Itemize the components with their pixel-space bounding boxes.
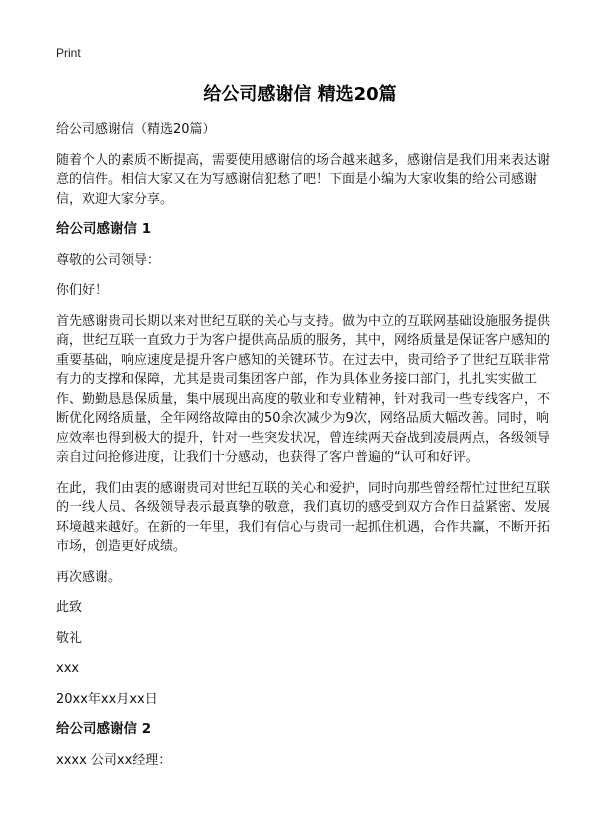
letter-1-greeting: 你们好！ — [56, 283, 109, 298]
letter-2-salutation: xxxx 公司xx经理： — [56, 752, 172, 768]
letter-1-heading: 给公司感谢信 1 — [56, 221, 152, 237]
letter-1-paragraph-1: 首先感谢贵司长期以来对世纪互联的关心与支持。做为中立的互联网基础设施服务提供商，世纪互联一直致力于为客户提供高品质的服务，其中，网络质量是保证客户感知的重要基础，响应速度是提升客户感知的关键环节。在过去中，贵司给予了世纪互联非常有力的支撑和保障，尤其是贵司集团客户部，作为具体业务接口部门，扎扎实实做工作、勤勤恳恳保质量，集中展现出高度的敬业和专业精神，针对我司一些专线客户，不断优化网络质量，全年网络故障由的50余次减少为9次，网络品质大幅改善。同时，响应效率也得到极大的提升，针对一些突发状况，曾连续两天奋战到凌晨两点，各级领导亲自过问抢修进度，让我们十分感动，也获得了客户普遍的“认可和好评。 — [56, 313, 551, 465]
letter-1-closing-1: 此致 — [56, 600, 83, 615]
letter-1-signature: xxx — [56, 661, 80, 676]
article-subtitle: 给公司感谢信（精选20篇） — [56, 122, 216, 137]
letter-1-salutation: 尊敬的公司领导： — [56, 252, 161, 268]
letter-1-paragraph-2: 在此，我们由衷的感谢贵司对世纪互联的关心和爱护，同时向那些曾经帮忙过世纪互联的一线人员、各级领导表示最真挚的敬意，我们真切的感受到双方合作日益紧密、发展环境越来越好。在新的一年里，我们有信心与贵司一起抓住机遇，合作共赢，不断开拓市场，创造更好成绩。 — [56, 480, 551, 554]
print-link[interactable]: Print — [56, 46, 81, 60]
letter-1-closing-2: 敬礼 — [56, 630, 83, 646]
letter-1-date: 20xx年xx月xx日 — [56, 691, 158, 707]
letter-2-heading: 给公司感谢信 2 — [56, 721, 152, 737]
page-title: 给公司感谢信 精选20篇 — [203, 84, 397, 105]
article-body — [56, 120, 556, 781]
intro-paragraph: 随着个人的素质不断提高，需要使用感谢信的场合越来越多，感谢信是我们用来表达谢意的信件。相信大家又在为写感谢信犯愁了吧！下面是小编为大家收集的给公司感谢信，欢迎大家分享。 — [56, 152, 551, 207]
letter-1-thanks-again: 再次感谢。 — [56, 569, 122, 585]
